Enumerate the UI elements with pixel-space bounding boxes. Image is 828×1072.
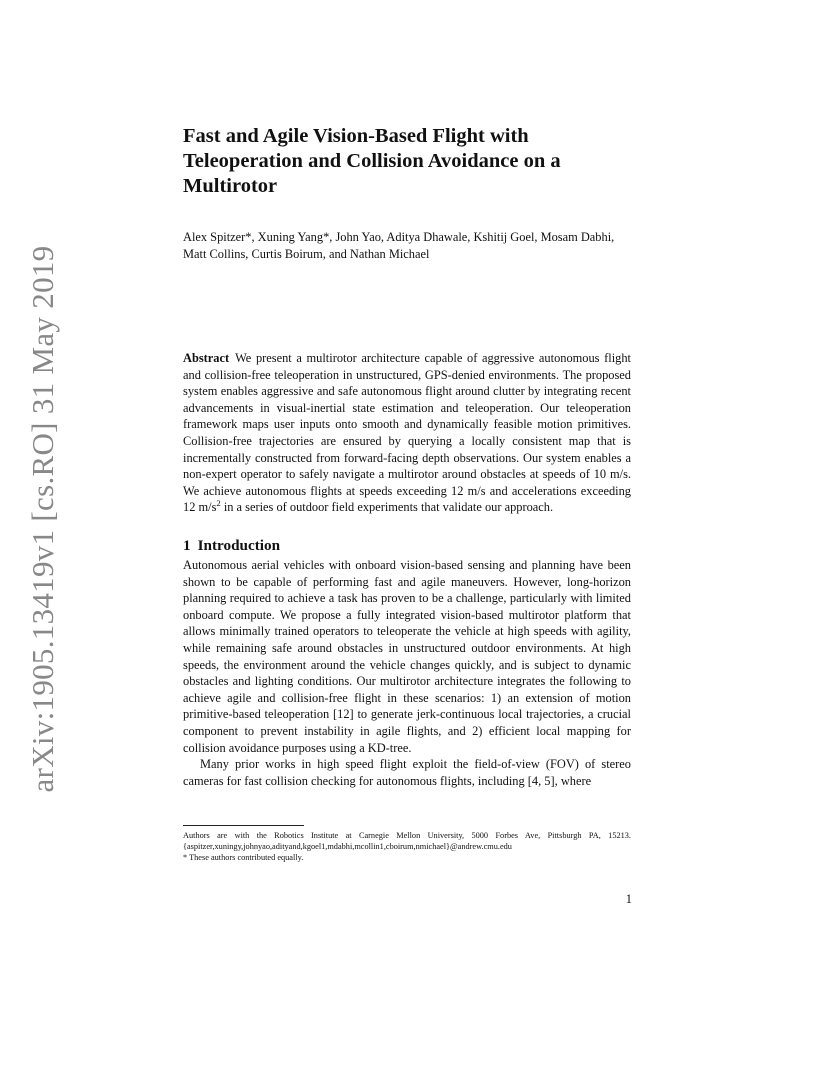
section-number: 1 [183, 537, 191, 554]
footnotes [183, 831, 631, 863]
footnote-divider [183, 825, 304, 826]
introduction-body [183, 557, 631, 789]
author-list: Alex Spitzer*, Xuning Yang*, John Yao, Aditya Dhawale, Kshitij Goel, Mosam Dabhi, Matt Collins, Curtis Boirum, and Nathan Michael [183, 230, 615, 261]
section-title: Introduction [197, 537, 281, 554]
intro-paragraph-2: Many prior works in high speed flight exploit the field-of-view (FOV) of stereo cameras for fast collision checking for autonomous flights, including [4, 5], where [183, 757, 631, 788]
intro-paragraph-1: Autonomous aerial vehicles with onboard vision-based sensing and planning have been shown to be capable of performing fast and agile maneuvers. However, long-horizon planning required to achieve a task has proven to be a challenge, particularly with limited onboard compute. We propose a fully integrated vision-based multirotor platform that allows minimally trained operators to teleoperate the vehicle at high speeds with agility, while remaining safe around obstacles in unstructured outdoor environments. At high speeds, the environment around the vehicle changes quickly, and is subject to dynamic obstacles and lighting conditions. Our multirotor architecture integrates the following to achieve agile and collision-free flight in these scenarios: 1) an extension of motion primitive-based teleoperation [12] to generate jerk-continuous local trajectories, a crucial component to prevent instability in agile flights, and 2) efficient local mapping for collision avoidance purposes using a KD-tree. [183, 558, 631, 755]
section-heading [183, 537, 631, 555]
arxiv-identifier-sidebar: arXiv:1905.13419v1 [cs.RO] 31 May 2019 [25, 245, 60, 793]
abstract-text-tail: in a series of outdoor field experiments that validate our approach. [220, 500, 554, 515]
abstract-text: We present a multirotor architecture capable of aggressive autonomous flight and collision-free teleoperation in unstructured, GPS-denied environments. The proposed system enables aggressive and safe autonomous flight around clutter by integrating recent advancements in visual-inertial state estimation and teleoperation. Our teleoperation framework maps user inputs onto smooth and dynamically feasible motion primitives. Collision-free trajectories are ensured by querying a locally consistent map that is incrementally constructed from forward-facing depth observations. Our system enables a non-expert operator to safely navigate a multirotor around obstacles at speeds of 10 m/s. We achieve autonomous flights at speeds exceeding 12 m/s and accelerations exceeding 12 m/s [183, 351, 631, 515]
abstract-label: Abstract [183, 351, 230, 365]
footnote-equal-contribution: * These authors contributed equally. [183, 852, 304, 862]
abstract-superscript: 2 [216, 498, 221, 509]
abstract [183, 350, 631, 516]
paper-title: Fast and Agile Vision-Based Flight with Teleoperation and Collision Avoidance on a Multirotor [183, 125, 561, 197]
footnote-affiliation: Authors are with the Robotics Institute at Carnegie Mellon University, 5000 Forbes Ave, Pittsburgh PA, 15213. {aspitzer,xuningy,johnyao,adityand,kgoel1,mdabhi,mcollin1,cboirum,nmichael}@andrew.cmu.edu [183, 831, 631, 851]
page-number: 1 [625, 892, 632, 906]
